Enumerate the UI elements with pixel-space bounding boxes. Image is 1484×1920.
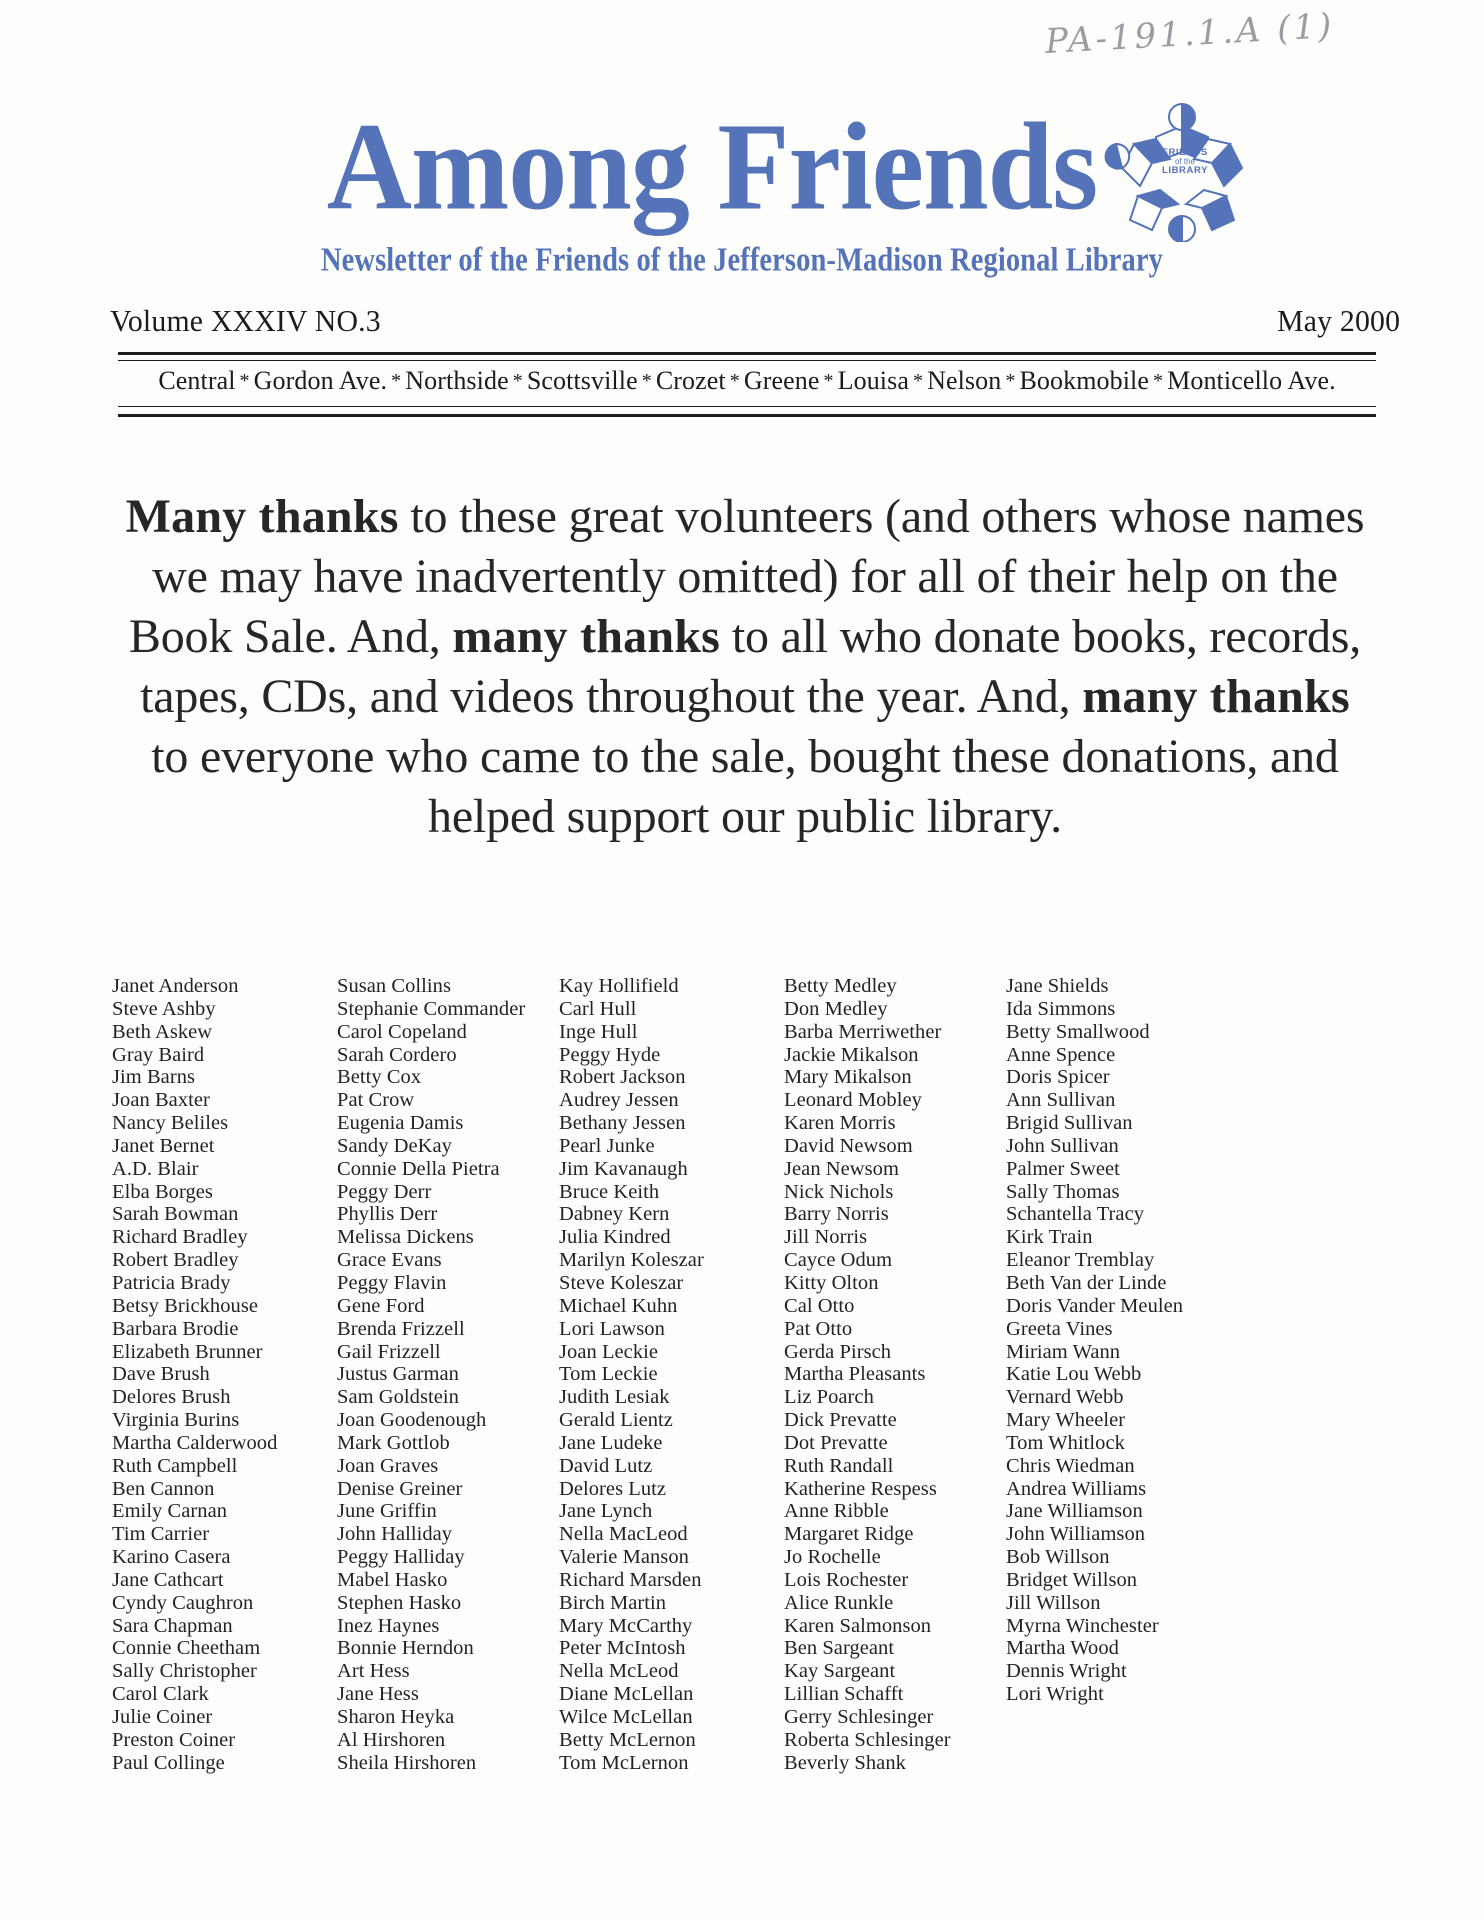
volunteer-name: Sally Thomas: [1006, 1180, 1120, 1203]
volunteer-name: Jane Cathcart: [112, 1568, 224, 1591]
volunteer-name: Cal Otto: [784, 1294, 855, 1317]
headline-emphasis: many thanks: [1082, 670, 1350, 723]
branch-name: Monticello Ave.: [1167, 366, 1336, 395]
volunteer-name: Brigid Sullivan: [1006, 1112, 1133, 1135]
volunteer-name: Robert Jackson: [559, 1066, 686, 1089]
volunteer-name: David Newsom: [784, 1134, 913, 1157]
branch-name: Central: [158, 366, 236, 395]
volunteer-name: Diane McLellan: [559, 1683, 694, 1706]
volunteer-name: Beth Van der Linde: [1006, 1271, 1167, 1294]
volunteer-name: Steve Koleszar: [559, 1271, 684, 1294]
logo-line-friends: FRIENDS: [1162, 147, 1208, 158]
volunteer-name: Jane Shields: [1006, 975, 1109, 997]
volunteer-name: Gerry Schlesinger: [784, 1706, 934, 1728]
branch-separator-icon: *: [641, 370, 652, 392]
volunteer-name: David Lutz: [559, 1454, 653, 1477]
volunteer-name: Eugenia Damis: [337, 1112, 464, 1135]
volunteer-name: Stephen Hasko: [337, 1591, 462, 1614]
volunteer-name: A.D. Blair: [112, 1157, 199, 1180]
volunteer-name: Richard Bradley: [112, 1226, 248, 1249]
volunteer-name: Cyndy Caughron: [112, 1591, 254, 1614]
branch-name: Greene: [743, 366, 820, 395]
branch-name: Scottsville: [526, 366, 638, 395]
page-title: Among Friends: [326, 97, 1098, 236]
volunteer-name: Delores Lutz: [559, 1477, 667, 1500]
volunteer-name: Richard Marsden: [559, 1568, 702, 1591]
volunteer-name: Sandy DeKay: [337, 1134, 452, 1157]
volunteer-name: Mary Wheeler: [1006, 1409, 1126, 1432]
headline-text: to these great volunteers (and others whose names we may have inadvertently omitted) for all of their help on the Book Sale. And,: [128, 490, 1365, 663]
divider-rule-bottom-thin: [118, 406, 1376, 407]
volunteer-name: Preston Coiner: [112, 1728, 236, 1751]
volunteer-name: Sally Christopher: [112, 1660, 257, 1683]
branch-separator-icon: *: [391, 370, 402, 392]
branch-list: [118, 366, 1376, 396]
volunteer-name: Bridget Willson: [1006, 1568, 1138, 1591]
volunteer-name: Emily Carnan: [112, 1500, 228, 1523]
issue-line: [110, 303, 1400, 339]
volunteer-name: June Griffin: [337, 1500, 437, 1523]
branch-separator-icon: *: [512, 370, 523, 392]
volunteer-name: Peggy Derr: [337, 1180, 432, 1203]
volunteer-name: Kay Sargeant: [784, 1660, 896, 1683]
volunteer-name: Jill Willson: [1006, 1591, 1101, 1614]
headline-emphasis: Many thanks: [125, 490, 399, 543]
volunteer-name: Birch Martin: [559, 1591, 667, 1614]
volunteer-name: John Williamson: [1006, 1523, 1146, 1546]
volunteer-name: Nancy Beliles: [112, 1112, 229, 1135]
volunteer-name: Ben Sargeant: [784, 1637, 895, 1660]
volunteer-name: Ruth Randall: [784, 1454, 894, 1477]
volunteer-name: Robert Bradley: [112, 1249, 239, 1272]
branch-separator-icon: *: [729, 370, 740, 392]
volunteer-name: Gail Frizzell: [337, 1340, 441, 1363]
volunteer-name: Kirk Train: [1006, 1226, 1093, 1249]
volunteer-name: Sarah Bowman: [112, 1203, 239, 1226]
volunteer-name: Sam Goldstein: [337, 1386, 459, 1409]
volunteer-name: Katie Lou Webb: [1006, 1363, 1142, 1386]
volunteer-name: Phyllis Derr: [337, 1203, 438, 1226]
volunteer-name: Nick Nichols: [784, 1180, 894, 1203]
volunteer-name: Gene Ford: [337, 1294, 425, 1317]
volunteer-name: Mary McCarthy: [559, 1614, 693, 1637]
branch-name: Louisa: [837, 366, 909, 395]
volunteer-name: Myrna Winchester: [1006, 1614, 1159, 1637]
handwritten-accession-annotation: PA-191.1.A (1): [1044, 5, 1336, 63]
branch-separator-icon: *: [823, 370, 834, 392]
volunteer-name: Sharon Heyka: [337, 1706, 455, 1728]
volunteer-name: Gerald Lientz: [559, 1409, 673, 1432]
volunteer-name: Gray Baird: [112, 1043, 205, 1066]
volunteer-name: Margaret Ridge: [784, 1523, 914, 1546]
volunteer-name: Beth Askew: [112, 1020, 213, 1043]
volunteer-name: Carol Copeland: [337, 1020, 467, 1043]
volunteer-name: Roberta Schlesinger: [784, 1728, 951, 1751]
volunteer-name: Paul Collinge: [112, 1751, 225, 1774]
volunteer-name: Grace Evans: [337, 1249, 442, 1272]
volunteer-name: Tom Whitlock: [1006, 1431, 1125, 1454]
volunteer-name: Virginia Burins: [112, 1409, 240, 1432]
volunteer-name: Anne Spence: [1006, 1043, 1116, 1066]
volunteer-name: Stephanie Commander: [337, 997, 526, 1020]
volunteer-name: Dot Prevatte: [784, 1431, 888, 1454]
volunteer-name: Melissa Dickens: [337, 1226, 474, 1249]
volunteer-name: Barbara Brodie: [112, 1317, 239, 1340]
volunteer-name: Sara Chapman: [112, 1614, 233, 1637]
volunteer-name: Susan Collins: [337, 975, 451, 997]
volunteer-name: Sarah Cordero: [337, 1043, 457, 1066]
volunteer-name: Peggy Halliday: [337, 1546, 465, 1569]
volunteer-name: Miriam Wann: [1006, 1340, 1121, 1363]
volunteer-name: Liz Poarch: [784, 1386, 874, 1409]
volunteer-name: Barba Merriwether: [784, 1020, 942, 1043]
volunteer-name: Dabney Kern: [559, 1203, 670, 1226]
volunteer-name: Kitty Olton: [784, 1271, 879, 1294]
volunteer-name: Al Hirshoren: [337, 1728, 446, 1751]
volunteer-name: Justus Garman: [337, 1363, 459, 1386]
volunteer-name: Jo Rochelle: [784, 1546, 881, 1569]
volunteer-name: Marilyn Koleszar: [559, 1249, 704, 1272]
volunteer-name: Jane Ludeke: [559, 1431, 663, 1454]
volunteer-name: Karen Salmonson: [784, 1614, 932, 1637]
volunteer-name: Greeta Vines: [1006, 1317, 1113, 1340]
volunteer-name: Pat Otto: [784, 1317, 853, 1340]
volunteer-name: Steve Ashby: [112, 997, 216, 1020]
branch-name: Nelson: [927, 366, 1002, 395]
headline-text: to all who donate books, records, tapes, CDs, and videos throughout the year. And,: [140, 610, 1362, 723]
volunteer-name: Martha Pleasants: [784, 1363, 926, 1386]
volunteer-name: Joan Graves: [337, 1454, 439, 1477]
volunteer-name: Don Medley: [784, 997, 888, 1020]
volunteer-name: Ruth Campbell: [112, 1454, 238, 1477]
volunteer-name: Jane Williamson: [1006, 1500, 1143, 1523]
volunteer-name: Peggy Hyde: [559, 1043, 661, 1066]
volunteer-name: Katherine Respess: [784, 1477, 937, 1500]
volunteer-name: Joan Goodenough: [337, 1409, 487, 1432]
volunteer-name: Tom Leckie: [559, 1363, 658, 1386]
volunteer-name: Mabel Hasko: [337, 1568, 448, 1591]
volunteer-name: Beverly Shank: [784, 1751, 906, 1774]
volunteer-name: Betty Medley: [784, 975, 897, 997]
divider-rule-bottom-thick: [118, 414, 1376, 417]
volunteer-name: Peggy Flavin: [337, 1271, 447, 1294]
volunteer-name: Inez Haynes: [337, 1614, 440, 1637]
branch-name: Bookmobile: [1019, 366, 1150, 395]
volunteer-name: Jim Kavanaugh: [559, 1157, 688, 1180]
volunteer-name: Jim Barns: [112, 1066, 196, 1089]
branch-name: Gordon Ave.: [253, 366, 388, 395]
volunteer-name: Carol Clark: [112, 1683, 209, 1706]
thank-you-headline: [120, 487, 1370, 847]
volunteer-name: Joan Leckie: [559, 1340, 659, 1363]
volunteer-name: Janet Bernet: [112, 1134, 215, 1157]
volume-number: Volume XXXIV NO.3: [110, 303, 381, 338]
volunteer-name: Barry Norris: [784, 1203, 889, 1226]
volunteer-column: [1006, 975, 1236, 1706]
volunteer-name: Jane Hess: [337, 1683, 419, 1706]
volunteer-name: Jackie Mikalson: [784, 1043, 919, 1066]
volunteer-name: Dennis Wright: [1006, 1660, 1127, 1683]
volunteer-column: [784, 975, 1006, 1775]
volunteer-name: Jill Norris: [784, 1226, 868, 1249]
issue-date: May 2000: [1276, 303, 1400, 338]
volunteer-name: Andrea Williams: [1006, 1477, 1147, 1500]
volunteer-name: Schantella Tracy: [1006, 1203, 1145, 1226]
volunteer-name: Bob Willson: [1006, 1546, 1110, 1569]
volunteer-name: Lillian Schafft: [784, 1683, 904, 1706]
volunteer-name: Joan Baxter: [112, 1089, 210, 1112]
volunteer-name: John Halliday: [337, 1523, 453, 1546]
volunteer-name: Jean Newsom: [784, 1157, 899, 1180]
volunteer-column: [337, 975, 559, 1775]
volunteer-name: Connie Cheetham: [112, 1637, 261, 1660]
volunteer-name: Gerda Pirsch: [784, 1340, 892, 1363]
volunteer-name: Martha Calderwood: [112, 1431, 278, 1454]
volunteer-name: Delores Brush: [112, 1386, 231, 1409]
volunteer-name: Pearl Junke: [559, 1134, 655, 1157]
volunteer-name: Ben Cannon: [112, 1477, 215, 1500]
volunteer-name: Betty Cox: [337, 1066, 422, 1089]
volunteer-name: Martha Wood: [1006, 1637, 1119, 1660]
volunteer-name: Julie Coiner: [112, 1706, 213, 1728]
volunteer-name: Bethany Jessen: [559, 1112, 686, 1135]
volunteer-column: [112, 975, 337, 1775]
volunteer-name: John Sullivan: [1006, 1134, 1119, 1157]
volunteer-name: Nella MacLeod: [559, 1523, 688, 1546]
volunteer-name: Lori Lawson: [559, 1317, 665, 1340]
volunteer-name: Bonnie Herndon: [337, 1637, 474, 1660]
volunteer-name: Ida Simmons: [1006, 997, 1116, 1020]
volunteer-name: Pat Crow: [337, 1089, 415, 1112]
volunteer-name: Elizabeth Brunner: [112, 1340, 263, 1363]
volunteer-name: Doris Vander Meulen: [1006, 1294, 1184, 1317]
volunteer-name: Wilce McLellan: [559, 1706, 693, 1728]
logo-line-of-the: of the: [1174, 156, 1195, 166]
branch-separator-icon: *: [239, 370, 250, 392]
volunteer-name: Jane Lynch: [559, 1500, 653, 1523]
volunteer-name: Lois Rochester: [784, 1568, 909, 1591]
volunteer-name: Betsy Brickhouse: [112, 1294, 258, 1317]
logo-wordmark: [1150, 148, 1220, 176]
volunteer-name: Tom McLernon: [559, 1751, 689, 1774]
volunteer-name: Judith Lesiak: [559, 1386, 670, 1409]
volunteer-name: Karino Casera: [112, 1546, 231, 1569]
volunteer-name: Kay Hollifield: [559, 975, 679, 997]
branch-name: Northside: [405, 366, 509, 395]
volunteer-name: Elba Borges: [112, 1180, 213, 1203]
volunteer-name: Brenda Frizzell: [337, 1317, 465, 1340]
volunteer-name: Cayce Odum: [784, 1249, 893, 1272]
volunteer-name: Tim Carrier: [112, 1523, 210, 1546]
volunteer-name: Vernard Webb: [1006, 1386, 1124, 1409]
volunteer-name: Doris Spicer: [1006, 1066, 1110, 1089]
masthead-subtitle: Newsletter of the Friends of the Jefferson-Madison Regional Library: [320, 242, 1164, 279]
volunteer-name: Lori Wright: [1006, 1683, 1104, 1706]
volunteer-name: Valerie Manson: [559, 1546, 689, 1569]
volunteer-name: Eleanor Tremblay: [1006, 1249, 1155, 1272]
volunteer-name-columns: [112, 975, 1382, 1775]
headline-emphasis: many thanks: [452, 610, 721, 663]
volunteer-name: Leonard Mobley: [784, 1089, 922, 1112]
volunteer-name: Audrey Jessen: [559, 1089, 679, 1112]
volunteer-name: Mary Mikalson: [784, 1066, 912, 1089]
volunteer-name: Sheila Hirshoren: [337, 1751, 477, 1774]
volunteer-name: Inge Hull: [559, 1020, 638, 1043]
divider-rule-top-thin: [118, 360, 1376, 361]
volunteer-name: Janet Anderson: [112, 975, 239, 997]
logo-line-library: LIBRARY: [1161, 164, 1209, 176]
volunteer-name: Dave Brush: [112, 1363, 210, 1386]
volunteer-name: Peter McIntosh: [559, 1637, 686, 1660]
volunteer-name: Anne Ribble: [784, 1500, 889, 1523]
volunteer-name: Connie Della Pietra: [337, 1157, 500, 1180]
volunteer-name: Betty Smallwood: [1006, 1020, 1150, 1043]
divider-rule-top-thick: [118, 352, 1376, 355]
friends-of-the-library-logo: [1090, 92, 1275, 242]
volunteer-name: Art Hess: [337, 1660, 410, 1683]
branch-separator-icon: *: [912, 370, 924, 392]
branch-separator-icon: *: [1005, 370, 1016, 392]
branch-name: Crozet: [655, 366, 726, 395]
volunteer-name: Bruce Keith: [559, 1180, 660, 1203]
volunteer-name: Nella McLeod: [559, 1660, 679, 1683]
volunteer-name: Palmer Sweet: [1006, 1157, 1120, 1180]
volunteer-column: [559, 975, 784, 1775]
volunteer-name: Carl Hull: [559, 997, 637, 1020]
branch-separator-icon: *: [1153, 370, 1164, 392]
headline-text: to everyone who came to the sale, bought these donations, and helped support our public library.: [151, 730, 1339, 843]
volunteer-name: Ann Sullivan: [1006, 1089, 1116, 1112]
volunteer-name: Michael Kuhn: [559, 1294, 678, 1317]
volunteer-name: Alice Runkle: [784, 1591, 894, 1614]
volunteer-name: Chris Wiedman: [1006, 1454, 1135, 1477]
volunteer-name: Mark Gottlob: [337, 1431, 450, 1454]
volunteer-name: Julia Kindred: [559, 1226, 671, 1249]
volunteer-name: Dick Prevatte: [784, 1409, 897, 1432]
volunteer-name: Betty McLernon: [559, 1728, 696, 1751]
volunteer-name: Karen Morris: [784, 1112, 896, 1135]
volunteer-name: Patricia Brady: [112, 1271, 231, 1294]
volunteer-name: Denise Greiner: [337, 1477, 463, 1500]
